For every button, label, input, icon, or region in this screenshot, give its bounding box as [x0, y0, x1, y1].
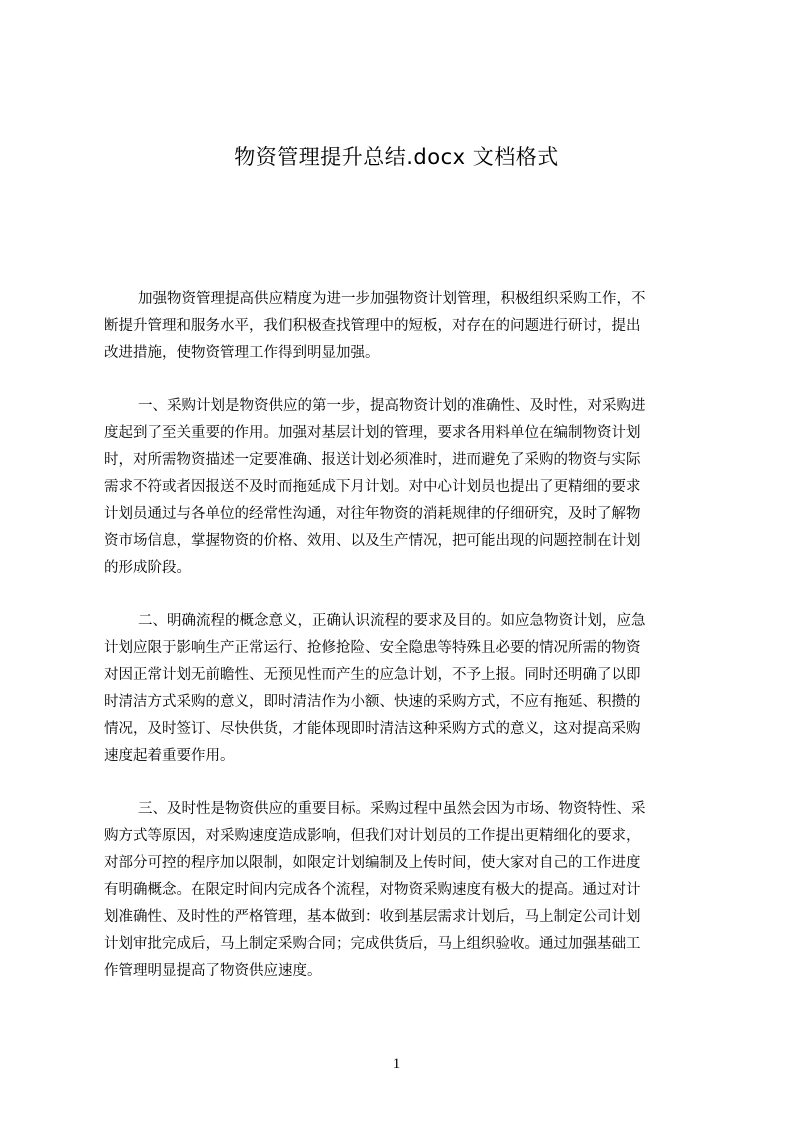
paragraph-line: 对因正常计划无前瞻性、无预见性而产生的应急计划，不予上报。同时还明确了以即 [104, 667, 641, 683]
paragraph-line: 需求不符或者因报送不及时而拖延成下月计划。对中心计划员也提出了更精细的要求 [104, 479, 641, 495]
paragraph-section-2 [104, 608, 700, 770]
document-body [104, 286, 700, 1011]
paragraph-line: 划准确性、及时性的严格管理，基本做到：收到基层需求计划后，马上制定公司计划 [104, 909, 641, 925]
paragraph-line: 三、及时性是物资供应的重要目标。采购过程中虽然会因为市场、物资特性、采 [138, 801, 646, 817]
paragraph-line: 有明确概念。在限定时间内完成各个流程，对物资采购速度有极大的提高。通过对计 [104, 882, 641, 898]
paragraph-line: 计划审批完成后，马上制定采购合同；完成供货后，马上组织验收。通过加强基础工 [104, 936, 641, 952]
paragraph-line: 断提升管理和服务水平，我们积极查找管理中的短板，对存在的问题进行研讨，提出 [104, 318, 641, 334]
paragraph-line: 时，对所需物资描述一定要准确、报送计划必须准时，进而避免了采购的物资与实际 [104, 452, 641, 468]
paragraph-line: 情况，及时签订、尽快供货，才能体现即时清洁这种采购方式的意义，这对提高采购 [104, 721, 641, 737]
paragraph-line: 的形成阶段。 [104, 560, 191, 576]
paragraph-line: 时清洁方式采购的意义，即时清洁作为小额、快速的采购方式，不应有拖延、积攒的 [104, 694, 641, 710]
paragraph-line: 计划应限于影响生产正常运行、抢修抢险、安全隐患等特殊且必要的情况所需的物资 [104, 640, 641, 656]
paragraph-line: 速度起着重要作用。 [104, 748, 235, 764]
paragraph-line: 一、采购计划是物资供应的第一步，提高物资计划的准确性、及时性，对采购进 [138, 398, 646, 414]
paragraph-section-3 [104, 796, 700, 985]
paragraph-line: 度起到了至关重要的作用。加强对基层计划的管理，要求各用料单位在编制物资计划 [104, 425, 641, 441]
paragraph-line: 购方式等原因，对采购速度造成影响，但我们对计划员的工作提出更精细化的要求， [104, 828, 641, 844]
paragraph-line: 加强物资管理提高供应精度为进一步加强物资计划管理，积极组织采购工作，不 [138, 291, 646, 307]
paragraph-line: 二、明确流程的概念意义，正确认识流程的要求及目的。如应急物资计划，应急 [138, 613, 646, 629]
paragraph-intro [104, 286, 700, 367]
paragraph-line: 计划员通过与各单位的经常性沟通，对往年物资的消耗规律的仔细研究，及时了解物 [104, 506, 641, 522]
paragraph-section-1 [104, 393, 700, 582]
paragraph-line: 资市场信息，掌握物资的价格、效用、以及生产情况，把可能出现的问题控制在计划 [104, 533, 641, 549]
paragraph-line: 作管理明显提高了物资供应速度。 [104, 963, 322, 979]
document-title: 物资管理提升总结.docx 文档格式 [234, 145, 559, 169]
page-number: 1 [392, 1056, 401, 1072]
paragraph-line: 对部分可控的程序加以限制，如限定计划编制及上传时间，使大家对自己的工作进度 [104, 855, 641, 871]
paragraph-line: 改进措施，使物资管理工作得到明显加强。 [104, 345, 380, 361]
